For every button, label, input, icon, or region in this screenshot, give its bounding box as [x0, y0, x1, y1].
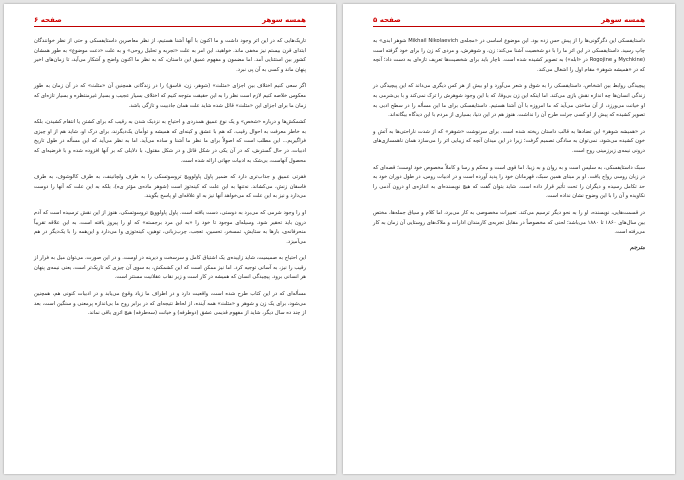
page-header [373, 16, 645, 27]
paragraph: این احتیاج به صمیمیت، شاید زاییده‌ی یک اشتیاق کامل و سرسخت و دیرینه در اوست. و در این صورت، می‌توان میل به فرار از رقیب را نیز، به آسانی توجیه کرد. اما نیز ممکن است که این کشمکش، به سوی آن چیزی که تاریک‌تر است، یعنی نیمه‌ی پنهان هر انسانی برود. پیچیدگی انسان که همیشه در کار است و زیر نقاب عقلانیت مستتر است. [34, 255, 306, 281]
paragraph: او را وجود شرمی که می‌برد به دوستی، دست یافته است. پاول پاولوویچ تروسوتسکی، هنوز از این نقش ترسیده است که آدم درون باید تحقیر شود. وسیله‌ای موجود تا خود را «به این مرد برجسته» که او را پیروز یافته است، به این علاقه تقریباً منحرفانه‌ی، بارها به ستایش، تمسخر، تحسین، تعجب، چرب‌زبانی، توهین، کینه‌توزی وا می‌دارد و این‌همه را با یک‌دیگر در هم می‌آمیزد. [34, 209, 306, 245]
paragraph: در قسمت‌هایی، نویسنده، او را به نحو دیگر ترسیم می‌کند. تعبیرات مخصوصی به کار می‌برد، اما کلام و سیاق جمله‌ها، مختص بین سال‌های ۱۸۶۰ تا ۱۸۸۰ می‌باشد؛ لحنی که مخصوصاً در مقابل تجربه‌ی کارمندان ادارات و ملاک‌های روستایی آن زمان به کار می‌رفته است. [373, 209, 645, 236]
paragraph: در «همیشه شوهر» این تضادها به قالب داستان ریخته شده است. برای سرنوشت «شوهر» که از شدت ناراحتی‌ها به آتش و خون کشیده می‌شود، نمی‌توان به سادگی تصمیم گرفت؛ زیرا در این میدان آنچه که زیبایی اثر را می‌سازد همان ناهمسازی‌های درونی نیمه‌ی زیرزمینی روح است. [373, 128, 645, 154]
page-5 [343, 4, 675, 474]
paragraph: داستایفسکی این دگرگونی‌ها را از پیش حس زده بود. این موضوع اساسی در «مجله‌ی Mikhail Nikolaevich شوهر ابدی» به چاپ رسید. داستایفسکی در این اثر ما را با دو شخصیت آشنا می‌کند: زن، و شوهرش، و مردی که زن را برای خود گرفته است (Mychkine و Rogojine در «ابله») به تصویر کشیده شده است. ناچار باید برای شخصیت‌ها تعریف تازه‌ای به دست داد؛ آنچه که در «همیشه شوهر» مقام اول را اشغال می‌کند. [373, 38, 646, 73]
paragraph: تاریک‌هایی که در این اثر وجود داشت و ما اکنون با آنها آشنا هستیم، از نظر معاصرین داستایفسکی و حتی از نظر خوانندگان ابتدای قرن بیستم نیز مخفی ماند. خواهید، این امر به علت «تجربه و تحلیل روحی» و به علت «دعت موضوع» به طور همشان کشور بین استثنایی آمد. اما مضمون و مفهوم عمیق این داستان، که به نظر ما اکنون واضح و آشکار می‌آید، تا زمان‌های اخیر پنهان ماند و کسی به آن پی نبرد. [34, 38, 306, 73]
translator-signature: مترجم [630, 244, 645, 251]
paragraph: سبک داستایفسکی، به سلیس است و به روان و به زیبا. اما قوی است و محکم و رسا و کاملاً مخصوص خود اوست؛ قصه‌ای که در زبان روسی رواج یافت. او بر مبنای همین سبک، قهرمانان خود را پدید آورده است و در ادبیات روس، در طول دوران خود به حد تکامل رسیده و دیگران را تحت تأثیر قرار داده است. شاید بتوان گفت که هیچ نویسنده‌ای به اندازه‌ی او درون آدمی را نکاویده و آن را با این وضوح نشان نداده است. [373, 164, 645, 200]
paragraph: اگر سعی کنیم اختلاف بین اجزای «مثلث» (شوهر، زن، فاسق) را در زندگانی همچنین آن «مثلث» که در آن زمان به طور معکوس خلاصه کنیم لازم است نظر را به این حقیقت متوجه کنیم که اختلاف بسیار عجیب و بسیار غیرمنتظره و بسیار تازه‌ای که زمان ما برای اجزای این «مثلث» قائل شده شاید علت همان جاذبیت و تازگی باشد. [34, 83, 306, 109]
page-6 [4, 4, 336, 474]
paragraph: پیچیدگی روابط بین اشخاص، داستایفسکی را به شوق و شعر می‌آورد و او بیش از هر کس دیگری می‌داند که این پیچیدگی در زندگی انسان‌ها چه اندازه نقش بازی می‌کند. اما اینکه این زن بی‌وفا، که با این وجود شوهرش را ترک نمی‌کند و با بی‌شرمی به او خیانت می‌ورزد، از آن ساختی می‌آید که ما امروزه با آن آشنا هستیم. داستایفسکی برای ما این مسأله را در سطح ادبی به تصویر کشیده که پیش از او کسی جرئت طرح آن را نداشت. هنوز هم در این دنیا، بسیاری از مردم با این دیدگاه بیگانه‌اند. [373, 83, 645, 119]
paragraph: فقرتی عمیق و جذاب‌تری دارد که ضمیر پاول پاولوویچ تروسوتسکی را به طرف ولچانینف، به طرف کالوشوف، به طرف فاسقان زنش، می‌کشاند. نه‌تنها به این علت که کینه‌توز است (شوهر ماده‌ی مؤثر ی‌ه)، بلکه به این علت که آنها را دوست می‌دارد و نیز به این علت که می‌خواهد آنها نیز به او علاقه‌ای او پاسخ بگویند. [34, 174, 306, 200]
paragraph: مسأله‌ای که در این کتاب طرح شده است، واقعیت دارد و در اطراف ما زیاد وقوع می‌یابد و در ادبیات کنونی هم، همچنین می‌شود، برای یک زن و شوهر و «مثلث» همه آینده، از لحاظ نتیجه‌ای که در برابر روح ما بی‌اندازه پرمعنی و سنگین است، بعد از چند ده سال دیگر، شاید از مفهوم قدیمی عشق (دوطرفه) و خیانت (سه‌طرفه) هیچ اثری باقی نماند. [34, 291, 306, 317]
paragraph: کشمکش‌ها و درباره «شخص» و یک نوع عمیق همدردی و احتیاج به نزدیک شدن به رقیب که برای کشتن یا انتقام کشیدن، بلکه به خاطر معرفت به احوال رقیب، که هم با عشق و کینه‌ای که همیشه و توأمان یک‌دیگرند، برای درک او، شاید هم از او چیزی فراگیریم... این مطلب است که اصولاً برای ما نظر ما آشنا و ساده می‌آید. اما به نظر می‌آید که این مسأله در طول تاریخ ادبیات، در حال گسترش، که در آن یکی در شکل قاتل و در شکل مقتول، با دلایلی که بر آنها افزوده شده و با فرضیه‌ای که محصول آنهاست، بی‌شک به ادبیات جهانی ارائه شده است. [34, 119, 306, 164]
page-number: صفحه ۵ [373, 16, 401, 24]
book-title: همسه سوهر [262, 16, 306, 24]
page-number: صفحه ۶ [34, 16, 62, 24]
page-header [34, 16, 306, 27]
book-title: همسه سوهر [601, 16, 645, 24]
